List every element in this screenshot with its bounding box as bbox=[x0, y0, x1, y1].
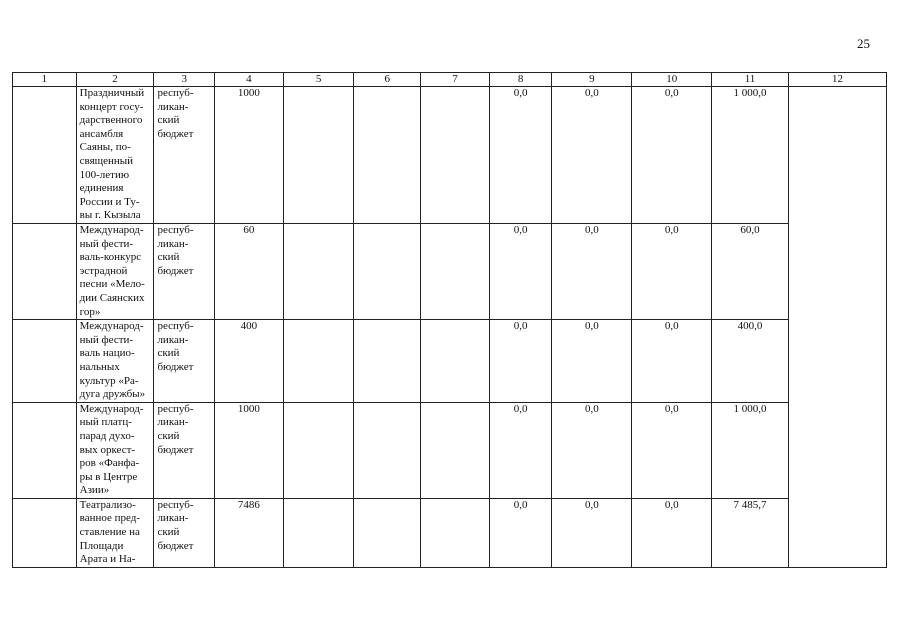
value-cell bbox=[421, 87, 490, 224]
funding-source-cell: респуб- ликан- ский бюджет bbox=[154, 224, 215, 320]
event-name-cell: Театрализо- ванное пред- ставление на Площади Арата и На- bbox=[76, 498, 154, 567]
event-name-cell: Международ- ный фести- валь нацио- нальных культур «Ра- дуга дружбы» bbox=[76, 320, 154, 403]
row-number-cell bbox=[13, 320, 77, 403]
value-cell: 0,0 bbox=[632, 402, 712, 498]
header-cell: 10 bbox=[632, 73, 712, 87]
event-name-cell: Международ- ный платц- парад духо- вых оркест- ров «Фанфа- ры в Центре Азии» bbox=[76, 402, 154, 498]
row-number-cell bbox=[13, 498, 77, 567]
row-number-cell bbox=[13, 87, 77, 224]
value-cell: 0,0 bbox=[552, 498, 632, 567]
value-cell: 0,0 bbox=[552, 320, 632, 403]
header-cell: 5 bbox=[283, 73, 354, 87]
value-cell: 0,0 bbox=[489, 224, 552, 320]
header-cell: 1 bbox=[13, 73, 77, 87]
header-cell: 6 bbox=[354, 73, 421, 87]
value-cell: 0,0 bbox=[632, 498, 712, 567]
total-cell: 7486 bbox=[215, 498, 284, 567]
value-cell bbox=[283, 320, 354, 403]
value-cell bbox=[354, 320, 421, 403]
event-name-cell: Международ- ный фести- валь-конкурс эстрадной песни «Мело- дии Саянских гор» bbox=[76, 224, 154, 320]
total-cell: 400 bbox=[215, 320, 284, 403]
table-row bbox=[13, 402, 887, 498]
table-row bbox=[13, 87, 887, 224]
value-cell: 7 485,7 bbox=[712, 498, 789, 567]
table-row bbox=[13, 498, 887, 567]
row-number-cell bbox=[13, 224, 77, 320]
value-cell: 1 000,0 bbox=[712, 402, 789, 498]
value-cell bbox=[354, 224, 421, 320]
value-cell bbox=[283, 498, 354, 567]
value-cell: 0,0 bbox=[632, 320, 712, 403]
value-cell bbox=[283, 402, 354, 498]
value-cell bbox=[354, 402, 421, 498]
value-cell: 0,0 bbox=[632, 224, 712, 320]
total-cell: 60 bbox=[215, 224, 284, 320]
value-cell: 1 000,0 bbox=[712, 87, 789, 224]
value-cell: 0,0 bbox=[632, 87, 712, 224]
table-header-row bbox=[13, 73, 887, 87]
row-number-cell bbox=[13, 402, 77, 498]
header-cell: 7 bbox=[421, 73, 490, 87]
value-cell bbox=[283, 87, 354, 224]
value-cell: 400,0 bbox=[712, 320, 789, 403]
value-cell: 60,0 bbox=[712, 224, 789, 320]
event-name-cell: Праздничный концерт госу- дарственного ансамбля Саяны, по- священный 100-летию единения России и Ту- вы г. Кызыла bbox=[76, 87, 154, 224]
notes-cell bbox=[788, 87, 886, 568]
funding-source-cell: респуб- ликан- ский бюджет bbox=[154, 320, 215, 403]
budget-table bbox=[12, 72, 887, 568]
value-cell: 0,0 bbox=[489, 320, 552, 403]
value-cell bbox=[421, 224, 490, 320]
header-cell: 4 bbox=[215, 73, 284, 87]
value-cell: 0,0 bbox=[552, 87, 632, 224]
value-cell bbox=[283, 224, 354, 320]
funding-source-cell: респуб- ликан- ский бюджет bbox=[154, 498, 215, 567]
value-cell bbox=[354, 498, 421, 567]
table-row bbox=[13, 224, 887, 320]
value-cell: 0,0 bbox=[489, 402, 552, 498]
value-cell bbox=[354, 87, 421, 224]
header-cell: 8 bbox=[489, 73, 552, 87]
value-cell bbox=[421, 498, 490, 567]
funding-source-cell: респуб- ликан- ский бюджет bbox=[154, 402, 215, 498]
value-cell: 0,0 bbox=[552, 402, 632, 498]
value-cell bbox=[421, 320, 490, 403]
page-number: 25 bbox=[857, 36, 870, 51]
header-cell: 3 bbox=[154, 73, 215, 87]
header-cell: 11 bbox=[712, 73, 789, 87]
value-cell: 0,0 bbox=[489, 87, 552, 224]
value-cell: 0,0 bbox=[552, 224, 632, 320]
value-cell bbox=[421, 402, 490, 498]
header-cell: 12 bbox=[788, 73, 886, 87]
total-cell: 1000 bbox=[215, 402, 284, 498]
total-cell: 1000 bbox=[215, 87, 284, 224]
header-cell: 2 bbox=[76, 73, 154, 87]
header-cell: 9 bbox=[552, 73, 632, 87]
table-row bbox=[13, 320, 887, 403]
funding-source-cell: респуб- ликан- ский бюджет bbox=[154, 87, 215, 224]
value-cell: 0,0 bbox=[489, 498, 552, 567]
